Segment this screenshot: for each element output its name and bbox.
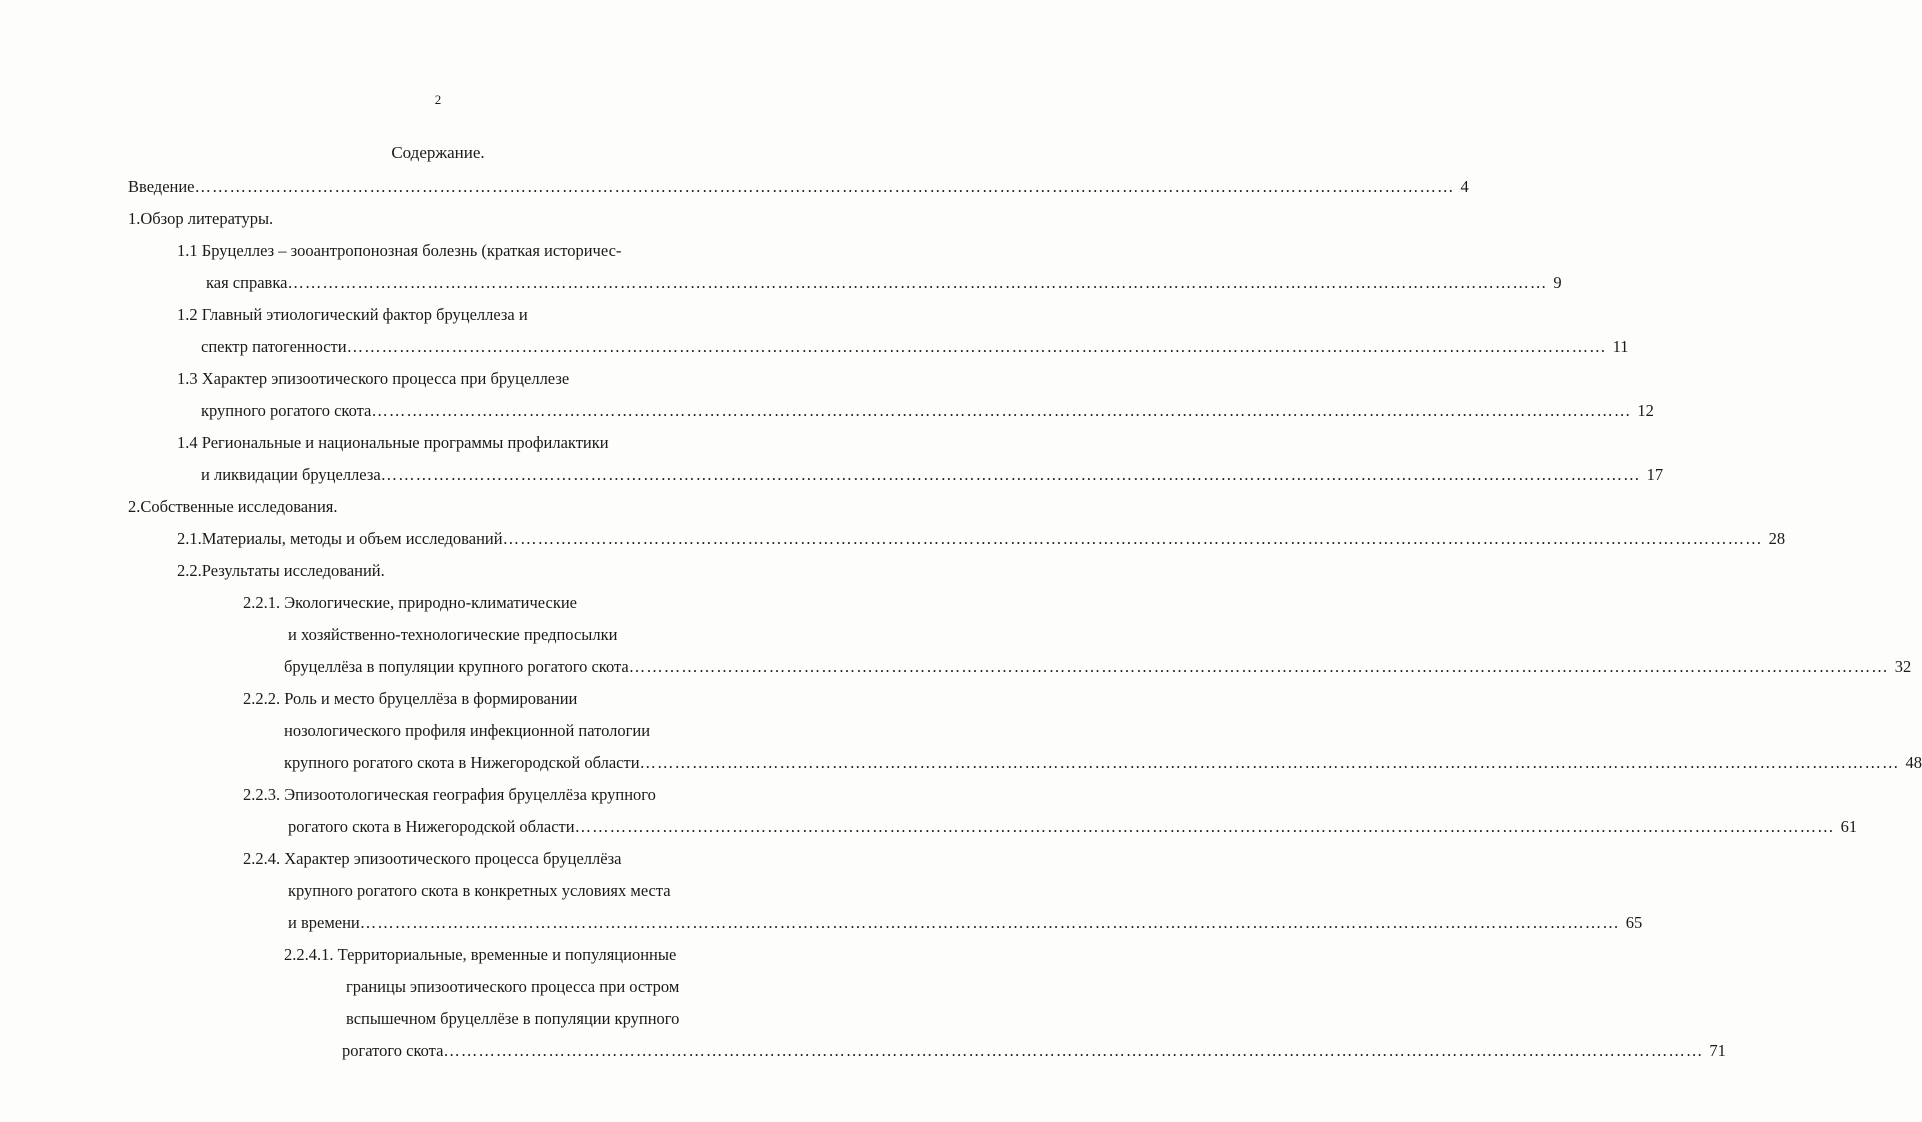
toc-entry: и времени ……………………………………………………………………………………………………………………………………………………………………………………………… 65 <box>288 913 1643 932</box>
toc-entry: границы эпизоотического процесса при остром <box>346 977 680 996</box>
toc-entry: спектр патогенности ……………………………………………………………………………………………………………………………………………………………………………………………… 11 <box>201 337 1629 356</box>
toc-entry: 1.4 Региональные и национальные программы профилактики <box>177 433 609 452</box>
toc-entry: крупного рогатого скота в конкретных условиях места <box>288 881 671 900</box>
page-title: Содержание. <box>391 143 485 162</box>
toc-entry: 2.2.2. Роль и место бруцеллёза в формировании <box>243 689 578 708</box>
toc-entry: нозологического профиля инфекционной патологии <box>284 721 651 740</box>
toc-entry: крупного рогатого скота ……………………………………………………………………………………………………………………………………………………………………………………………… 12 <box>201 401 1654 420</box>
toc-entry: 2.1.Материалы, методы и объем исследований ……………………………………………………………………………………………………………………………………………………………………………………………… 28 <box>177 529 1786 548</box>
toc-entry: рогатого скота в Нижегородской области ……………………………………………………………………………………………………………………………………………………………………………………………… 61 <box>288 817 1858 836</box>
toc-entry: 2.Собственные исследования. <box>128 497 338 516</box>
toc-entry: кая справка ……………………………………………………………………………………………………………………………………………………………………………………………… 9 <box>206 273 1562 292</box>
toc-entry: 1.3 Характер эпизоотического процесса при бруцеллезе <box>177 369 570 388</box>
toc-entry: 1.2 Главный этиологический фактор бруцеллеза и <box>177 305 528 324</box>
toc-entry: и хозяйственно-технологические предпосылки <box>288 625 618 644</box>
toc-entry: 1.1 Бруцеллез – зооантропонозная болезнь (краткая историчес- <box>177 241 622 260</box>
toc-entry: 2.2.1. Экологические, природно-климатические <box>243 593 577 612</box>
toc-entry: 1.Обзор литературы. <box>128 209 274 228</box>
toc-entry: крупного рогатого скота в Нижегородской области ……………………………………………………………………………………………………………………………………………………………………………………………… 48 <box>284 753 1922 772</box>
page-number: 2 <box>434 92 442 107</box>
toc-entry: бруцеллёза в популяции крупного рогатого скота ……………………………………………………………………………………………………………………………………………………………………………………………… 32 <box>284 657 1912 676</box>
toc-entry: рогатого скота ……………………………………………………………………………………………………………………………………………………………………………………………… 71 <box>342 1041 1726 1060</box>
toc-entry: и ликвидации бруцеллеза ……………………………………………………………………………………………………………………………………………………………………………………………… 17 <box>201 465 1664 484</box>
toc-entry: вспышечном бруцеллёзе в популяции крупного <box>346 1009 680 1028</box>
toc-entry: 2.2.4.1. Территориальные, временные и популяционные <box>284 945 677 964</box>
toc-entry: 2.2.3. Эпизоотологическая география бруцеллёза крупного <box>243 785 656 804</box>
toc-entry: Введение ……………………………………………………………………………………………………………………………………………………………………………………………… 4 <box>128 177 1469 196</box>
toc-entry: 2.2.4. Характер эпизоотического процесса бруцеллёза <box>243 849 622 868</box>
toc-entry: 2.2.Результаты исследований. <box>177 561 385 580</box>
